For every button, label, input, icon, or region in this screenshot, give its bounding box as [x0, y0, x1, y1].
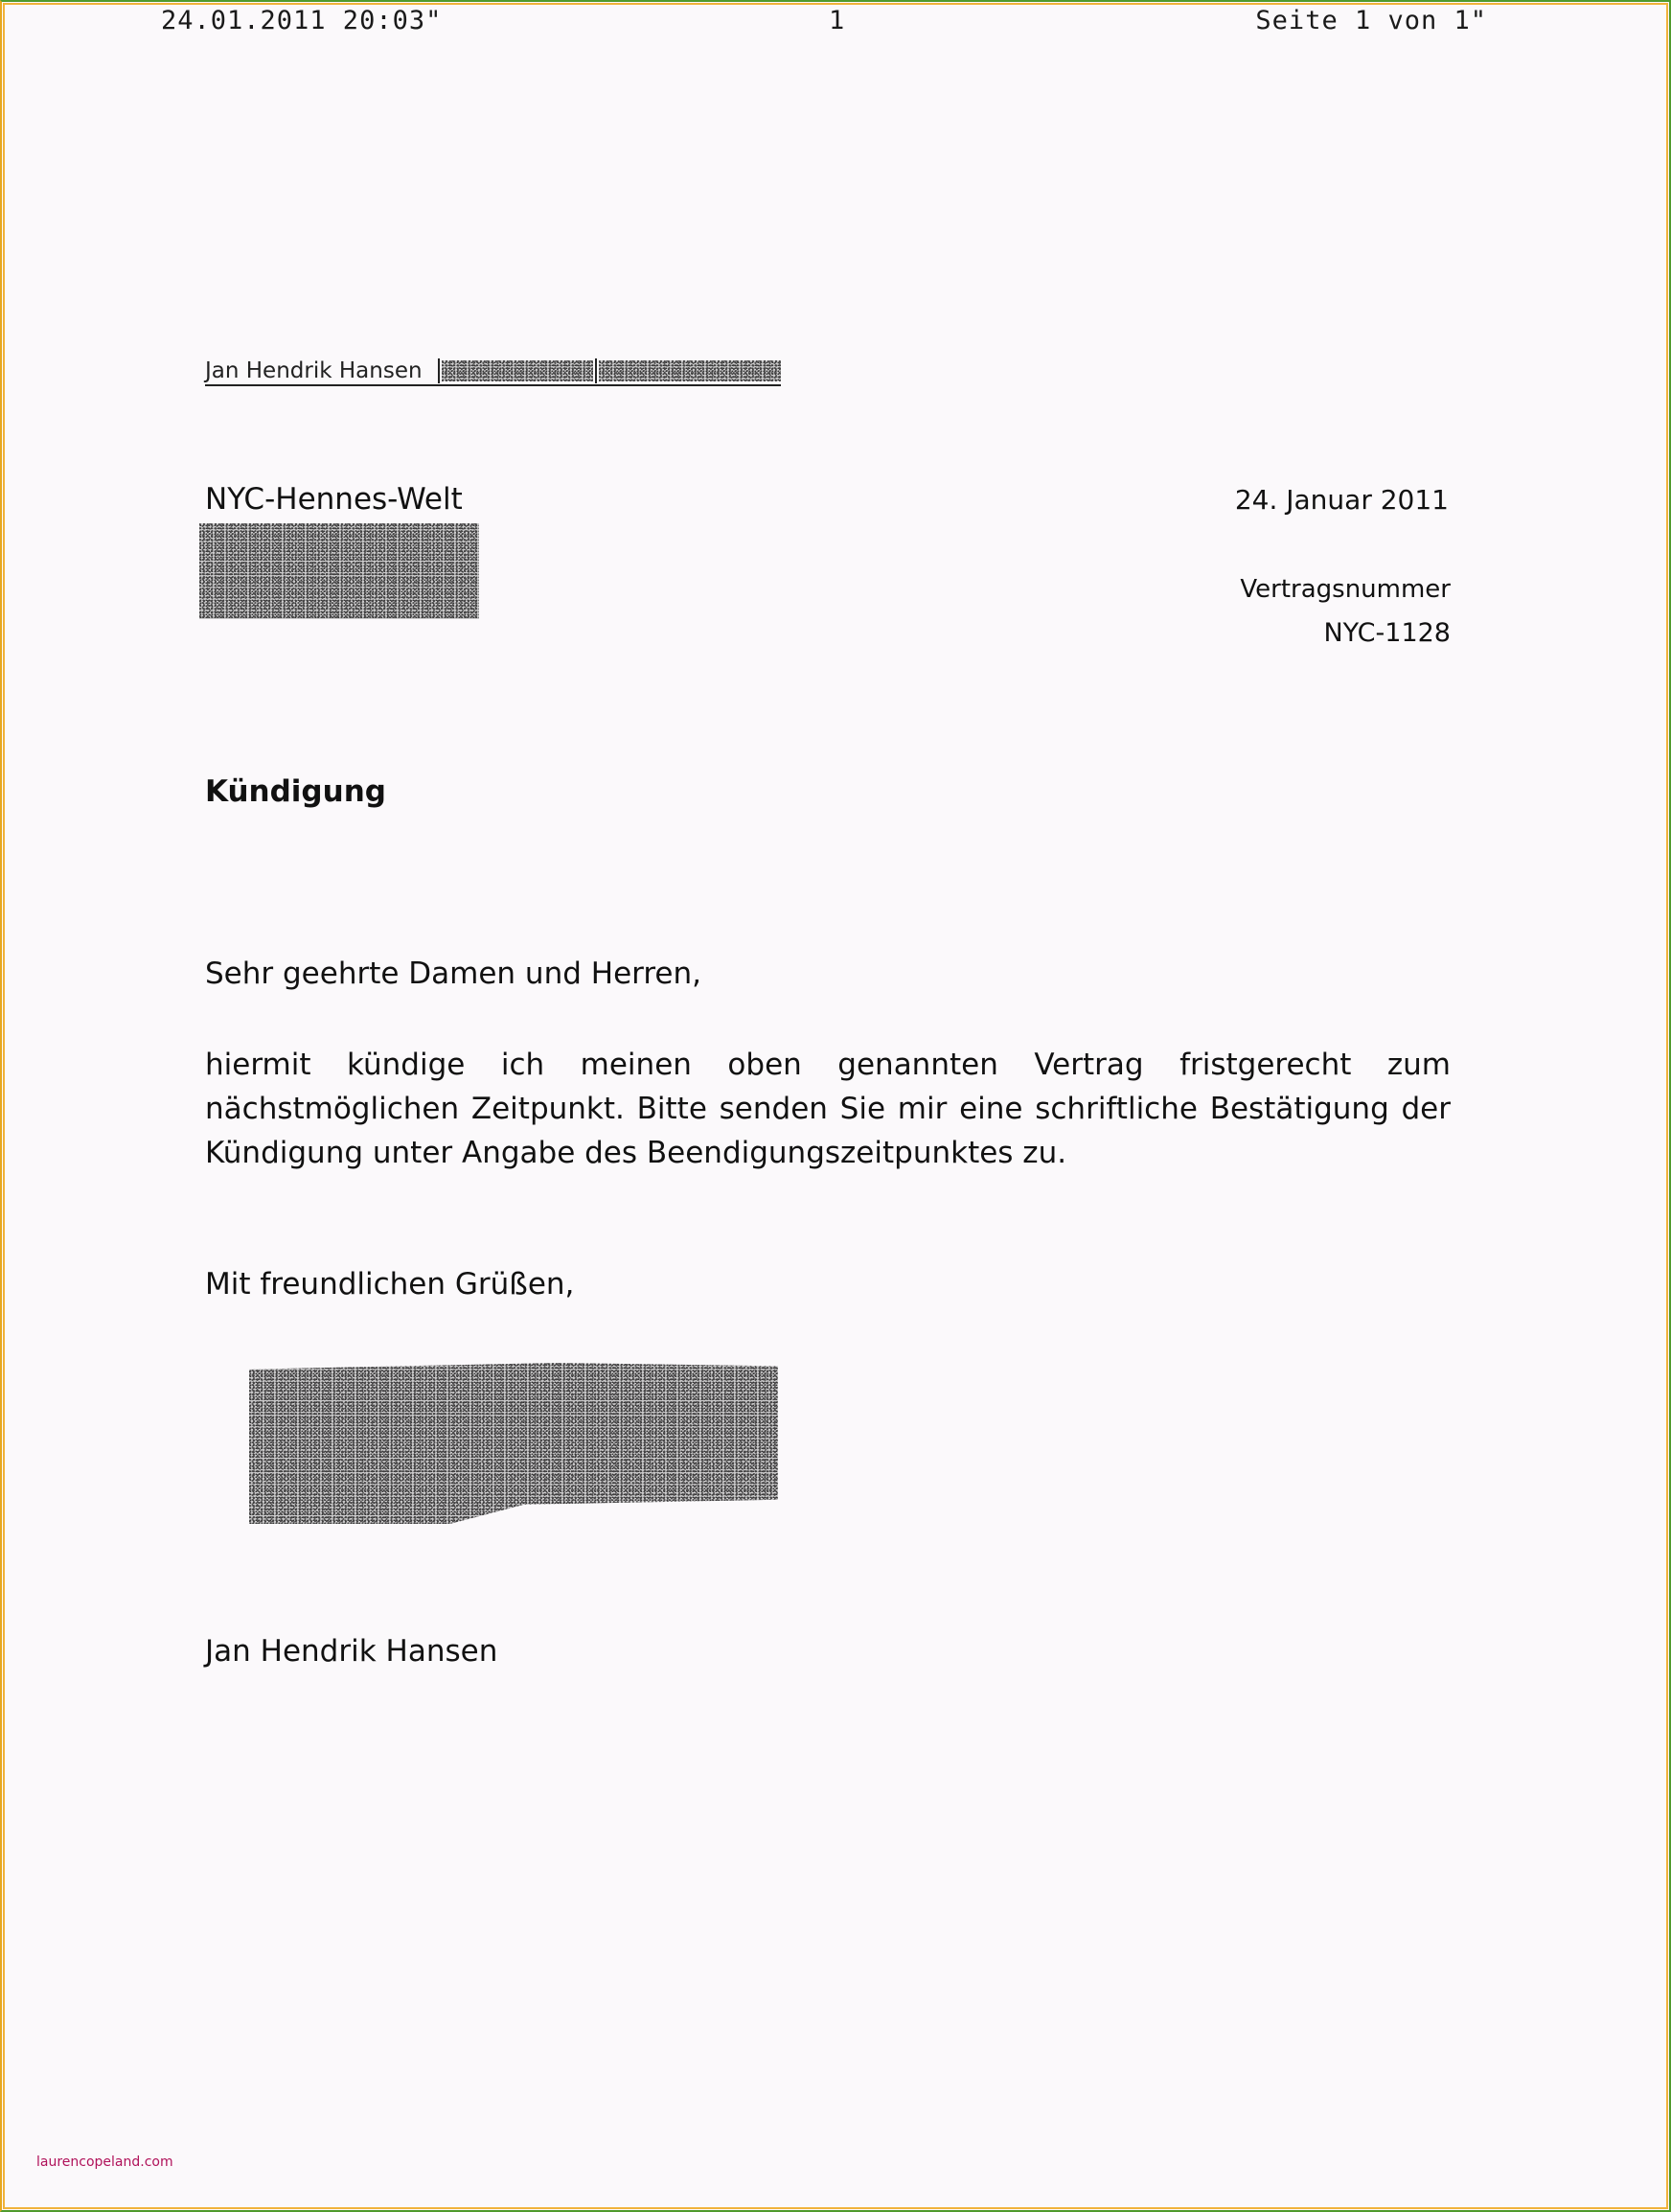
salutation: Sehr geehrte Damen und Herren,: [205, 956, 701, 991]
fax-page-number: 1: [829, 6, 846, 35]
redacted-street: [442, 360, 593, 381]
redacted-city: [599, 360, 781, 381]
letter-body: hiermit kündige ich meinen oben genannten Vertrag fristgerecht zum nächstmöglichen Zeitpunkt. Bitte senden Sie mir eine schriftliche Bestätigung der Kündigung unter Angabe des Beendigungszeitpunktes zu.: [205, 1048, 1451, 1170]
contract-number: NYC-1128: [1323, 618, 1451, 648]
redacted-signature: [249, 1363, 778, 1524]
separator: [595, 358, 597, 383]
letter-date: 24. Januar 2011: [1234, 484, 1449, 516]
watermark: laurencopeland.com: [36, 2154, 173, 2170]
letter-subject: Kündigung: [205, 774, 386, 809]
redacted-recipient-address: [199, 523, 479, 619]
fax-timestamp: 24.01.2011 20:03": [161, 6, 443, 35]
separator: [438, 358, 440, 383]
fax-header: [0, 6, 1671, 44]
sender-name: Jan Hendrik Hansen: [205, 358, 423, 383]
sender-return-address: [205, 358, 781, 386]
contract-number-label: Vertragsnummer: [1240, 575, 1451, 604]
fax-page-of: Seite 1 von 1": [1255, 6, 1487, 35]
recipient-name: NYC-Hennes-Welt: [205, 482, 463, 517]
closing: Mit freundlichen Grüßen,: [205, 1267, 575, 1302]
signer-name: Jan Hendrik Hansen: [205, 1634, 498, 1669]
